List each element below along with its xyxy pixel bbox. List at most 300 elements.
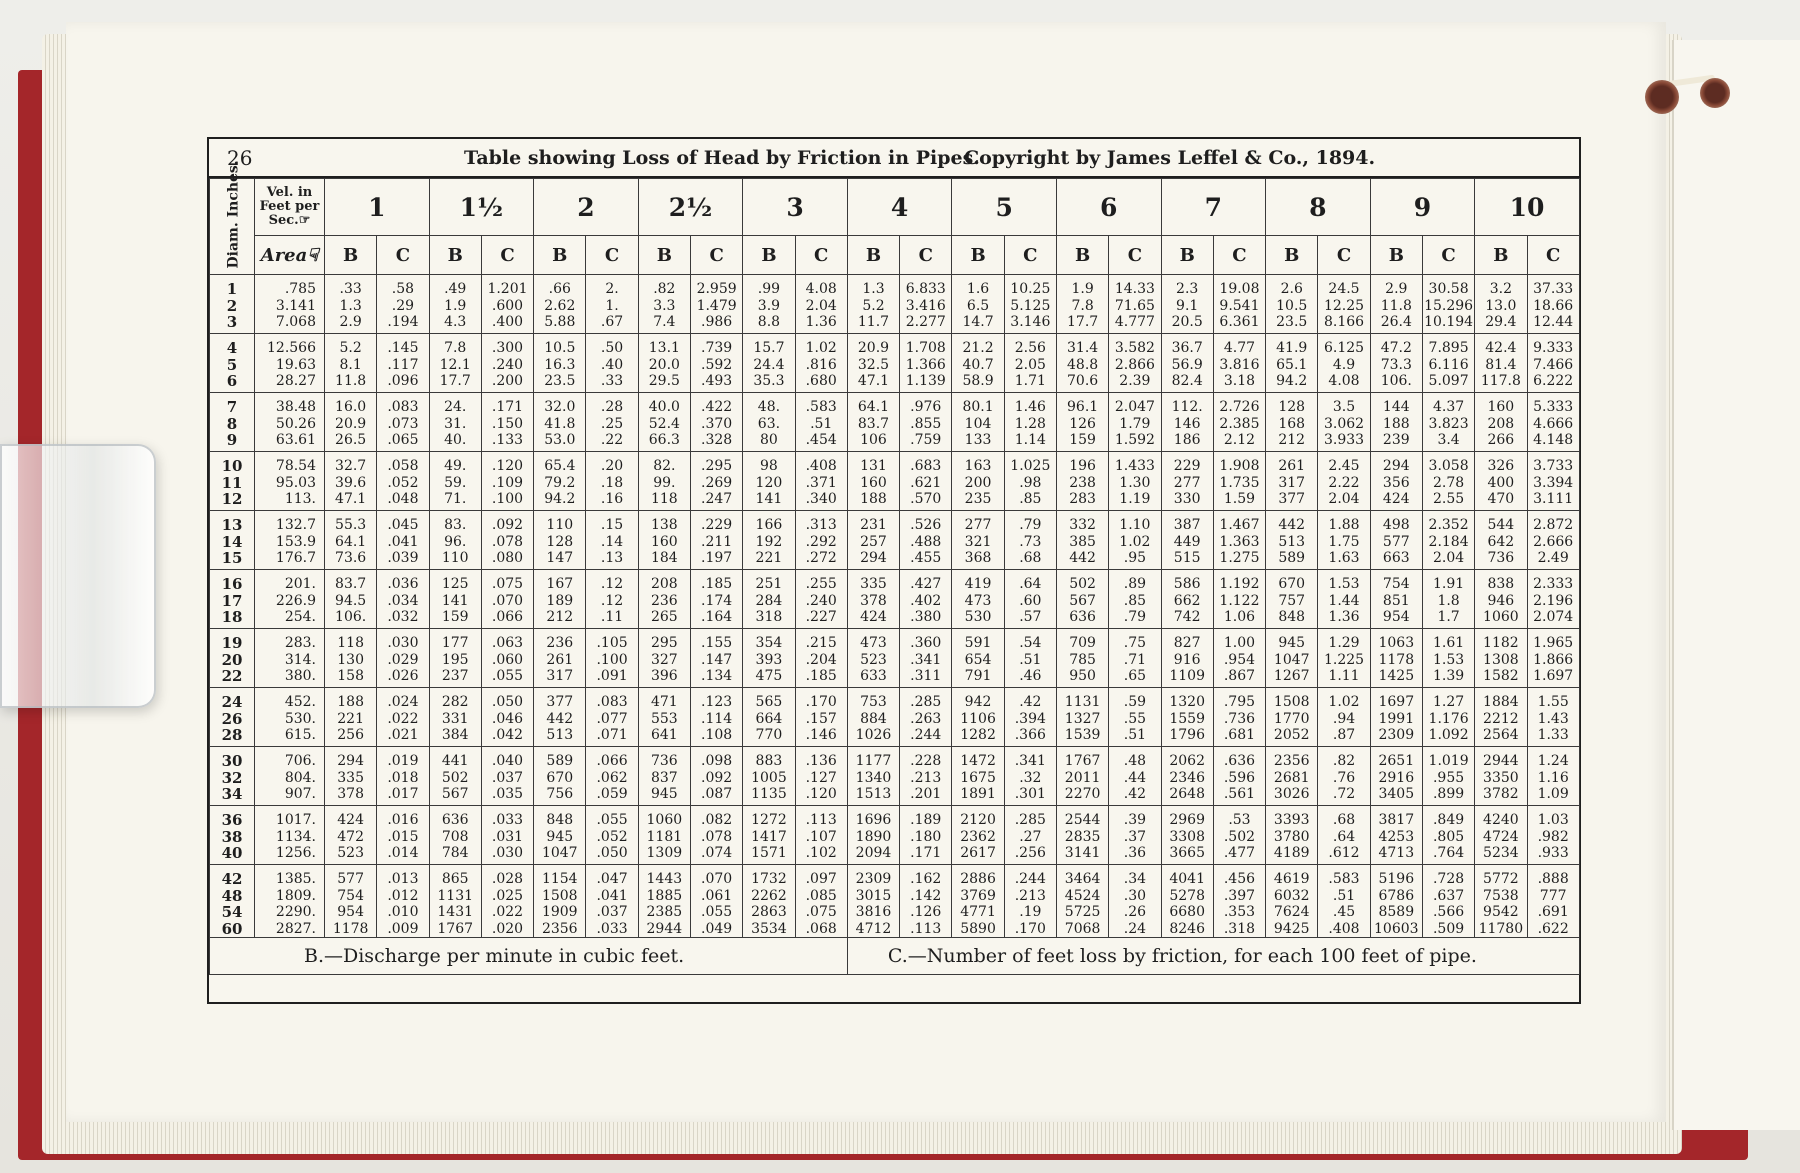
cell-value: 442 bbox=[1278, 517, 1306, 533]
cell-value: .888 bbox=[1537, 871, 1569, 887]
cell-value: .30 bbox=[1123, 887, 1147, 904]
cell-value: 1282 bbox=[960, 727, 996, 743]
cell-value: .19 bbox=[1019, 904, 1042, 920]
table-row-group bbox=[210, 452, 1580, 511]
cell-value: .022 bbox=[491, 904, 524, 920]
loss-cell bbox=[586, 629, 638, 688]
cell-value: 1.02 bbox=[1119, 533, 1151, 550]
loss-cell bbox=[1422, 334, 1474, 393]
cell-value: .49 bbox=[444, 281, 467, 297]
cell-value: .228 bbox=[910, 753, 942, 769]
cell-value: 1047 bbox=[541, 845, 578, 861]
cell-value: .566 bbox=[1432, 904, 1465, 920]
discharge-cell bbox=[743, 570, 795, 629]
discharge-cell bbox=[1370, 452, 1422, 511]
cell-value: .185 bbox=[701, 576, 733, 592]
discharge-cell bbox=[952, 275, 1004, 334]
cell-value: 79.2 bbox=[544, 474, 576, 491]
loss-cell bbox=[481, 334, 533, 393]
cell-value: .318 bbox=[1223, 920, 1256, 937]
cell-value: 3.2 bbox=[1489, 281, 1512, 297]
cell-value: 709 bbox=[1069, 635, 1096, 651]
loss-cell bbox=[690, 688, 742, 747]
cell-value: 770 bbox=[755, 727, 783, 743]
cell-value: 736 bbox=[1487, 550, 1515, 566]
cell-value: .087 bbox=[701, 786, 733, 802]
cell-value: .211 bbox=[701, 533, 733, 550]
cell-value: 1.3 bbox=[862, 281, 885, 297]
cell-value: .427 bbox=[910, 576, 942, 592]
cell-value: 1.139 bbox=[905, 373, 946, 389]
loss-cell bbox=[586, 688, 638, 747]
cell-value: 498 bbox=[1382, 517, 1410, 533]
cell-value: .51 bbox=[1123, 727, 1147, 743]
cell-value: 31.4 bbox=[1067, 340, 1099, 356]
cell-value: 708 bbox=[441, 828, 469, 845]
cell-value: 2544 bbox=[1064, 812, 1101, 828]
cell-value: 2617 bbox=[960, 845, 996, 861]
cell-value: 1.06 bbox=[1223, 609, 1256, 625]
cell-value: 1308 bbox=[1483, 651, 1519, 668]
cell-value: 26.5 bbox=[335, 432, 367, 448]
cell-value: 71.65 bbox=[1114, 297, 1155, 314]
loss-cell bbox=[1527, 806, 1579, 865]
cell-value: 945 bbox=[650, 786, 678, 802]
cell-value: 294 bbox=[1382, 458, 1410, 474]
cell-value: 186 bbox=[1173, 432, 1201, 448]
cell-value: 1.02 bbox=[805, 340, 837, 356]
cell-value: 1109 bbox=[1169, 668, 1205, 684]
cell-value: 8589 bbox=[1378, 904, 1415, 920]
cell-value: 3.816 bbox=[1219, 356, 1260, 373]
cell-value: .370 bbox=[701, 415, 733, 432]
cell-value: .44 bbox=[1123, 769, 1147, 786]
cell-value: 1508 bbox=[1273, 694, 1310, 710]
cell-value: 48.8 bbox=[1067, 356, 1099, 373]
cell-value: 80 bbox=[760, 432, 778, 448]
loss-cell bbox=[1004, 747, 1056, 806]
table-row-group bbox=[210, 570, 1580, 629]
discharge-cell bbox=[847, 511, 899, 570]
cell-value: 238 bbox=[1069, 474, 1096, 491]
cell-value: .583 bbox=[1328, 871, 1360, 887]
cell-value: 1767 bbox=[1064, 753, 1101, 769]
cell-value: 1.479 bbox=[696, 297, 737, 314]
cell-value: 1.225 bbox=[1323, 651, 1365, 668]
loss-cell bbox=[690, 747, 742, 806]
discharge-cell bbox=[534, 806, 586, 865]
cell-value: 1.75 bbox=[1328, 533, 1360, 550]
discharge-cell bbox=[847, 452, 899, 511]
cell-value: 1.33 bbox=[1537, 727, 1569, 743]
cell-value: 2356 bbox=[541, 920, 578, 937]
discharge-cell bbox=[1161, 806, 1213, 865]
cell-value: 424 bbox=[1382, 491, 1410, 507]
discharge-cell bbox=[1161, 393, 1213, 452]
cell-value: 954 bbox=[337, 904, 364, 920]
cell-value: 2270 bbox=[1064, 786, 1101, 802]
diameter-cell bbox=[210, 334, 255, 393]
cell-value: 7.466 bbox=[1533, 356, 1574, 373]
cell-value: 1582 bbox=[1483, 668, 1519, 684]
loss-cell bbox=[377, 806, 429, 865]
cell-value: 827 bbox=[1173, 635, 1201, 651]
cell-value: 60 bbox=[221, 920, 243, 937]
cell-value: 36 bbox=[221, 812, 243, 829]
cell-value: 9542 bbox=[1483, 904, 1519, 920]
loss-cell bbox=[1004, 570, 1056, 629]
discharge-cell bbox=[1056, 629, 1108, 688]
cell-value: 1267 bbox=[1273, 668, 1310, 684]
loss-cell bbox=[690, 452, 742, 511]
discharge-cell bbox=[743, 452, 795, 511]
cell-value: .016 bbox=[387, 812, 419, 828]
cell-value: .100 bbox=[596, 651, 628, 668]
cell-value: 5.333 bbox=[1533, 399, 1574, 415]
discharge-cell bbox=[429, 747, 481, 806]
cell-value: 1.79 bbox=[1119, 415, 1151, 432]
cell-value: .596 bbox=[1223, 769, 1256, 786]
cell-value: 294 bbox=[860, 550, 887, 566]
discharge-cell bbox=[638, 629, 690, 688]
cell-value: .68 bbox=[1019, 550, 1042, 566]
cell-value: 12 bbox=[221, 491, 243, 508]
discharge-cell bbox=[325, 452, 377, 511]
cell-value: 326 bbox=[1487, 458, 1515, 474]
cell-value: 1.866 bbox=[1533, 651, 1574, 668]
cell-value: 50.26 bbox=[275, 415, 316, 432]
discharge-cell bbox=[952, 629, 1004, 688]
diameter-cell bbox=[210, 511, 255, 570]
cell-value: .592 bbox=[701, 356, 733, 373]
cell-value: 1732 bbox=[751, 871, 787, 887]
cell-value: .25 bbox=[600, 415, 624, 432]
loss-cell bbox=[900, 334, 952, 393]
cell-value: 24.5 bbox=[1328, 281, 1360, 297]
cell-value: 473 bbox=[964, 592, 992, 609]
loss-cell bbox=[900, 393, 952, 452]
cell-value: 1.63 bbox=[1328, 550, 1360, 566]
cell-value: 104 bbox=[964, 415, 992, 432]
cell-value: 3015 bbox=[855, 887, 892, 904]
cell-value: .133 bbox=[491, 432, 524, 448]
cell-value: 1425 bbox=[1378, 668, 1415, 684]
discharge-cell bbox=[1266, 629, 1318, 688]
velocity-column-header: 10 bbox=[1475, 179, 1580, 236]
cell-value: 3.733 bbox=[1533, 458, 1574, 474]
cell-value: .64 bbox=[1019, 576, 1042, 592]
cell-value: .488 bbox=[910, 533, 942, 550]
cell-value: .33 bbox=[600, 373, 624, 389]
loss-cell bbox=[586, 806, 638, 865]
cell-value: 837 bbox=[650, 769, 678, 786]
cell-value: .311 bbox=[910, 668, 942, 684]
cell-value: 2651 bbox=[1378, 753, 1415, 769]
loss-cell bbox=[586, 511, 638, 570]
cell-value: 4712 bbox=[855, 920, 892, 937]
discharge-cell bbox=[847, 629, 899, 688]
loss-cell bbox=[377, 511, 429, 570]
cell-value: .126 bbox=[910, 904, 942, 920]
cell-value: .728 bbox=[1432, 871, 1465, 887]
cell-value: .622 bbox=[1537, 920, 1569, 937]
cell-value: 757 bbox=[1278, 592, 1306, 609]
cell-value: .073 bbox=[387, 415, 419, 432]
cell-value: 670 bbox=[546, 769, 574, 786]
cell-value: 385 bbox=[1069, 533, 1096, 550]
discharge-cell bbox=[1161, 511, 1213, 570]
velocity-column-header: 9 bbox=[1370, 179, 1475, 236]
cell-value: 400 bbox=[1487, 474, 1515, 491]
cell-value: .636 bbox=[1223, 753, 1256, 769]
cell-value: 14.7 bbox=[962, 314, 994, 330]
discharge-cell bbox=[1161, 452, 1213, 511]
diameter-cell bbox=[210, 452, 255, 511]
cell-value: 884 bbox=[860, 710, 887, 727]
cell-value: .570 bbox=[910, 491, 942, 507]
discharge-cell bbox=[638, 334, 690, 393]
cell-value: 515 bbox=[1173, 550, 1201, 566]
cell-value: .155 bbox=[701, 635, 733, 651]
loss-cell bbox=[377, 275, 429, 334]
discharge-cell bbox=[743, 511, 795, 570]
cell-value: 96.1 bbox=[1067, 399, 1099, 415]
cell-value: 3026 bbox=[1273, 786, 1310, 802]
cell-value: 13.0 bbox=[1485, 297, 1517, 314]
loss-cell bbox=[1422, 511, 1474, 570]
discharge-cell bbox=[1161, 570, 1213, 629]
discharge-cell bbox=[429, 629, 481, 688]
loss-column-header: C bbox=[1422, 236, 1474, 275]
cell-value: .736 bbox=[1223, 710, 1256, 727]
loss-cell bbox=[1318, 275, 1370, 334]
cell-value: 1106 bbox=[960, 710, 996, 727]
cell-value: .583 bbox=[805, 399, 837, 415]
cell-value: 1.55 bbox=[1537, 694, 1569, 710]
cell-value: 1696 bbox=[855, 812, 892, 828]
discharge-column-header: B bbox=[743, 236, 795, 275]
discharge-cell bbox=[638, 688, 690, 747]
cell-value: 14.33 bbox=[1114, 281, 1155, 297]
cell-value: 34 bbox=[221, 786, 243, 803]
cell-value: .85 bbox=[1019, 491, 1042, 507]
loss-cell bbox=[586, 865, 638, 938]
discharge-cell bbox=[429, 511, 481, 570]
cell-value: 4240 bbox=[1483, 812, 1519, 828]
friction-table bbox=[209, 160, 1580, 975]
cell-value: 452. bbox=[284, 694, 316, 710]
cell-value: .15 bbox=[600, 517, 624, 533]
loss-cell bbox=[586, 570, 638, 629]
discharge-column-header: B bbox=[429, 236, 481, 275]
cell-value: .033 bbox=[491, 812, 524, 828]
cell-value: 6 bbox=[226, 373, 238, 390]
loss-column-header: C bbox=[481, 236, 533, 275]
cell-value: 2.39 bbox=[1119, 373, 1151, 389]
cell-value: 449 bbox=[1173, 533, 1201, 550]
loss-cell bbox=[1318, 452, 1370, 511]
cell-value: .197 bbox=[701, 550, 733, 566]
cell-value: 32.5 bbox=[857, 356, 890, 373]
cell-value: .204 bbox=[805, 651, 837, 668]
cell-value: 1.91 bbox=[1432, 576, 1465, 592]
cell-value: 523 bbox=[860, 651, 887, 668]
area-cell bbox=[255, 511, 325, 570]
page-number: 26 bbox=[227, 146, 253, 170]
cell-value: .976 bbox=[910, 399, 942, 415]
loss-cell bbox=[1527, 747, 1579, 806]
discharge-cell bbox=[534, 865, 586, 938]
cell-value: .795 bbox=[1223, 694, 1256, 710]
cell-value: 331 bbox=[441, 710, 469, 727]
cell-value: 20.5 bbox=[1171, 314, 1203, 330]
cell-value: 6.125 bbox=[1323, 340, 1365, 356]
cell-value: 208 bbox=[1487, 415, 1515, 432]
cell-value: 159 bbox=[1069, 432, 1096, 448]
cell-value: 636 bbox=[1069, 609, 1096, 625]
cell-value: .066 bbox=[596, 753, 628, 769]
cell-value: .066 bbox=[491, 609, 524, 625]
cell-value: 29.5 bbox=[648, 373, 680, 389]
cell-value: 7.8 bbox=[1071, 297, 1094, 314]
cell-value: .070 bbox=[701, 871, 733, 887]
cell-value: 2.49 bbox=[1537, 550, 1569, 566]
cell-value: .020 bbox=[491, 920, 524, 937]
cell-value: 471 bbox=[650, 694, 678, 710]
cell-value: 1.735 bbox=[1219, 474, 1260, 491]
cell-value: .049 bbox=[701, 920, 733, 937]
cell-value: 188 bbox=[1382, 415, 1410, 432]
cell-value: 1.275 bbox=[1219, 550, 1260, 566]
cell-value: 16 bbox=[221, 576, 243, 593]
cell-value: 73.6 bbox=[335, 550, 367, 566]
cell-value: 393 bbox=[755, 651, 783, 668]
cell-value: 706. bbox=[284, 753, 316, 769]
cell-value: 1770 bbox=[1273, 710, 1310, 727]
cell-value: 2.074 bbox=[1533, 609, 1574, 625]
area-cell bbox=[255, 865, 325, 938]
discharge-cell bbox=[1266, 747, 1318, 806]
cell-value: 553 bbox=[650, 710, 678, 727]
cell-value: 335 bbox=[860, 576, 887, 592]
discharge-cell bbox=[1475, 334, 1527, 393]
cell-value: .20 bbox=[600, 458, 624, 474]
cell-value: .134 bbox=[701, 668, 733, 684]
cell-value: 2944 bbox=[1483, 753, 1519, 769]
cell-value: 5278 bbox=[1169, 887, 1205, 904]
cell-value: .855 bbox=[910, 415, 942, 432]
area-cell bbox=[255, 688, 325, 747]
cell-value: 251 bbox=[755, 576, 783, 592]
discharge-cell bbox=[847, 806, 899, 865]
cell-value: .394 bbox=[1014, 710, 1046, 727]
cell-value: 71. bbox=[444, 491, 467, 507]
cell-value: 1.30 bbox=[1119, 474, 1151, 491]
cell-value: 4.37 bbox=[1432, 399, 1465, 415]
cell-value: 160 bbox=[1487, 399, 1515, 415]
cell-value: 736 bbox=[650, 753, 678, 769]
cell-value: .51 bbox=[810, 415, 833, 432]
loss-cell bbox=[1318, 511, 1370, 570]
cell-value: 2.22 bbox=[1328, 474, 1360, 491]
cell-value: 1.71 bbox=[1014, 373, 1046, 389]
cell-value: .272 bbox=[805, 550, 837, 566]
cell-value: .083 bbox=[387, 399, 419, 415]
discharge-cell bbox=[325, 334, 377, 393]
cell-value: 377 bbox=[546, 694, 574, 710]
cell-value: 1.00 bbox=[1223, 635, 1256, 651]
discharge-cell bbox=[1475, 747, 1527, 806]
cell-value: .66 bbox=[548, 281, 571, 297]
loss-column-header: C bbox=[377, 236, 429, 275]
cell-value: 865 bbox=[441, 871, 469, 887]
cell-value: 2648 bbox=[1169, 786, 1205, 802]
cell-value: 257 bbox=[860, 533, 887, 550]
cell-value: .062 bbox=[596, 769, 628, 786]
cell-value: 17.7 bbox=[439, 373, 471, 389]
loss-cell bbox=[795, 865, 847, 938]
cell-value: 1309 bbox=[646, 845, 683, 861]
cell-value: .11 bbox=[600, 609, 624, 625]
cell-value: 1885 bbox=[646, 887, 683, 904]
cell-value: 1181 bbox=[646, 828, 683, 845]
cell-value: 1571 bbox=[751, 845, 787, 861]
cell-value: .759 bbox=[910, 432, 942, 448]
cell-value: 756 bbox=[546, 786, 574, 802]
discharge-cell bbox=[1266, 688, 1318, 747]
cell-value: 141 bbox=[755, 491, 783, 507]
cell-value: 41.8 bbox=[544, 415, 576, 432]
discharge-cell bbox=[1056, 688, 1108, 747]
discharge-cell bbox=[1370, 688, 1422, 747]
cell-value: 565 bbox=[755, 694, 783, 710]
loss-cell bbox=[900, 570, 952, 629]
cell-value: .18 bbox=[600, 474, 624, 491]
cell-value: 1.19 bbox=[1119, 491, 1151, 507]
cell-value: .12 bbox=[600, 592, 624, 609]
discharge-cell bbox=[743, 629, 795, 688]
discharge-cell bbox=[1056, 275, 1108, 334]
cell-value: 65.4 bbox=[544, 458, 576, 474]
loss-cell bbox=[1527, 511, 1579, 570]
loss-cell bbox=[1527, 629, 1579, 688]
cell-value: 1.29 bbox=[1328, 635, 1360, 651]
cell-value: .247 bbox=[701, 491, 733, 507]
table-row-group bbox=[210, 275, 1580, 334]
discharge-cell bbox=[638, 806, 690, 865]
cell-value: 52.4 bbox=[648, 415, 680, 432]
cell-value: 1.467 bbox=[1219, 517, 1260, 533]
cell-value: .213 bbox=[910, 769, 942, 786]
loss-cell bbox=[795, 452, 847, 511]
cell-value: 11780 bbox=[1478, 920, 1524, 937]
diameter-cell bbox=[210, 747, 255, 806]
cell-value: .509 bbox=[1432, 920, 1465, 937]
cell-value: 3405 bbox=[1378, 786, 1415, 802]
velocity-column-header: 4 bbox=[847, 179, 952, 236]
cell-value: 141 bbox=[441, 592, 469, 609]
cell-value: 106. bbox=[335, 609, 367, 625]
cell-value: 56.9 bbox=[1171, 356, 1203, 373]
cell-value: 32.0 bbox=[544, 399, 576, 415]
cell-value: .79 bbox=[1019, 517, 1042, 533]
cell-value: .059 bbox=[596, 786, 628, 802]
table-row-group bbox=[210, 688, 1580, 747]
cell-value: .98 bbox=[1019, 474, 1042, 491]
cell-value: 3.141 bbox=[275, 297, 316, 314]
cell-value: 654 bbox=[964, 651, 992, 668]
discharge-cell bbox=[1266, 334, 1318, 393]
